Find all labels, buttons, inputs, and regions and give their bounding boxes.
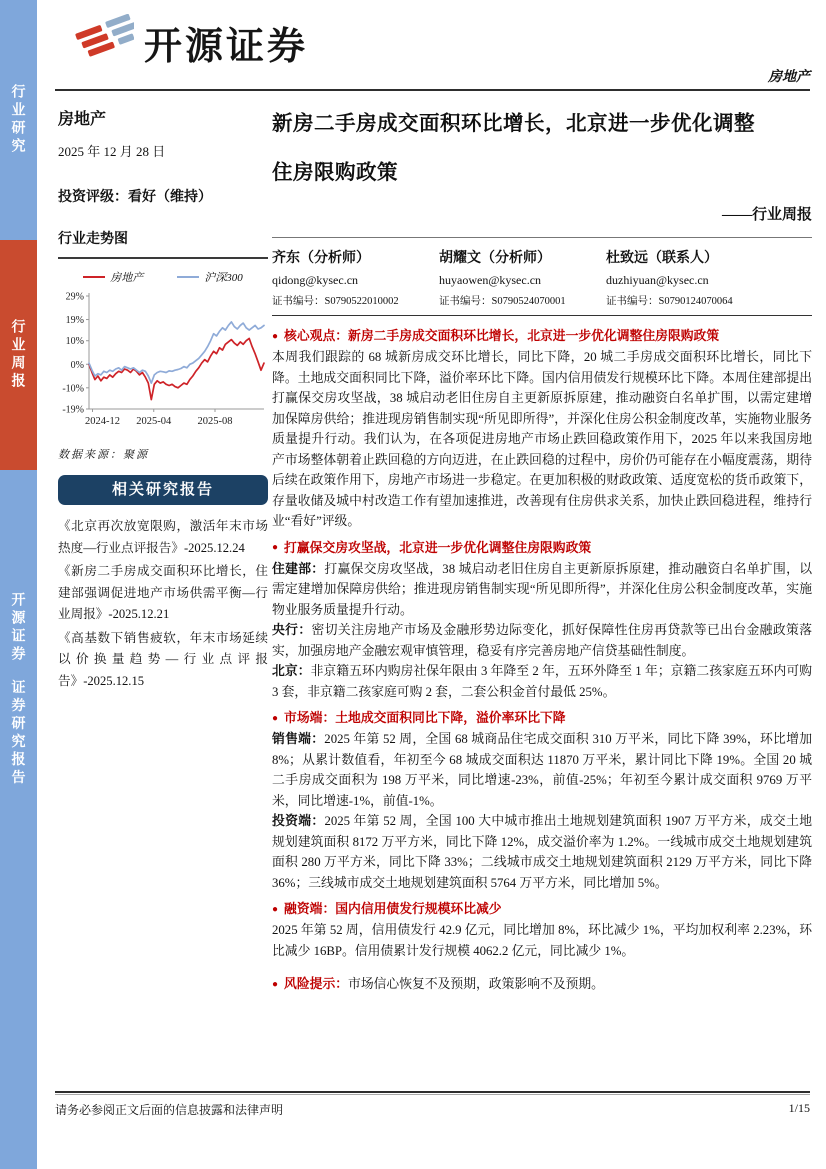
analyst-email: qidong@kysec.cn xyxy=(272,273,359,287)
sidebar-segment-middle xyxy=(0,240,37,470)
legend-swatch-csi300 xyxy=(177,276,199,279)
bullet-icon: ● xyxy=(272,712,279,724)
brand-logo-icon xyxy=(72,14,134,70)
legend-item-csi300 xyxy=(177,269,243,285)
paragraph-sales: 销售端：2025 年第 52 周，全国 68 城商品住宅成交面积 310 万平米，同比下降 39%，环比增加 8%；从累计数值看，年初至今 68 城成交面积达 11870 万平米，累计同比下降 19%。全国 20 城二手房成交面积为 198 万平米，同比增速-23%，前值-25%；年初至今累计成交面积 9769 万平米，同比增速-1%，前值-1%。 xyxy=(272,732,812,808)
svg-text:-19%: -19% xyxy=(62,404,84,416)
analyst-name: 胡耀文（分析师） xyxy=(439,251,551,266)
svg-text:19%: 19% xyxy=(65,315,84,327)
analyst-email: huyaowen@kysec.cn xyxy=(439,273,542,287)
paragraph-label: 北京： xyxy=(272,664,311,678)
analysts-row xyxy=(272,238,812,315)
report-type-subtitle: ——行业周报 xyxy=(721,207,812,223)
analyst-name: 杜致远（联系人） xyxy=(606,251,718,266)
related-reports-header: 相关研究报告 xyxy=(58,475,268,505)
analyst-card xyxy=(606,247,733,308)
svg-text:0%: 0% xyxy=(70,359,84,371)
risk-label: 风险提示： xyxy=(284,977,349,991)
report-date: 2025 年 12 月 28 日 xyxy=(58,144,166,159)
heading-market: ● 市场端：土地成交面积同比下降，溢价率环比下降 xyxy=(272,711,566,725)
paragraph-core-view: 本周我们跟踪的 68 城新房成交环比增长，同比下降，20 城二手房成交面积环比增长，同比下降。土地成交面积同比下降，溢价率环比下降。国内信用债发行规模环比下降。本周住建部提出打赢保交房攻坚战，38 城启动老旧住房自主更新原拆原建，推动融资白名单扩围，以需定建增加保障房供给；推进现房销售制实现“所见即所得”，并深化住房公积金制度改革，实施物业服务质量提升行动。我们认为，在各项促进房地产市场止跌回稳政策作用下，2025 年以来我国房地产市场整体朝着止跌回稳的方向迈进，在止跌回稳的过程中，房价仍可能存在小幅度震荡，期待后续在政策作用下，房地产市场进一步稳定。在更加积极的财政政策、适度宽松的货币政策下，存量收储及城中村改造工作有望加速推进，改善现有住房供求关系，加快止跌回稳进程，维持行业“看好”评级。 xyxy=(272,350,812,528)
paragraph-label: 投资端： xyxy=(272,814,325,828)
brand-name: 开源证券 xyxy=(144,25,309,68)
brand-logo xyxy=(72,14,308,70)
svg-text:2025-08: 2025-08 xyxy=(197,416,233,427)
analyst-cert: 证书编号：S0790124070064 xyxy=(606,296,733,307)
chart-legend xyxy=(58,269,268,285)
analyst-cert: 证书编号：S0790522010002 xyxy=(272,296,399,307)
svg-text:2025-04: 2025-04 xyxy=(136,416,172,427)
heading-core-view: ● 核心观点：新房二手房成交面积环比增长，北京进一步优化调整住房限购政策 xyxy=(272,329,720,343)
analyst-cert: 证书编号：S0790524070001 xyxy=(439,296,566,307)
footer-disclaimer: 请务必参阅正文后面的信息披露和法律声明 xyxy=(55,1103,284,1117)
page-title-line1: 新房二手房成交面积环比增长，北京进一步优化调整 xyxy=(272,113,755,135)
paragraph-investment: 投资端：2025 年第 52 周，全国 100 大中城市推出土地规划建筑面积 1907 万平方米，成交土地规划建筑面积 8172 万平方米，同比下降 12%，成交溢价率为 1.2%。一线城市成交土地规划建筑面积 280 万平方米，同比下降 33%；二线城市成交土地规划建筑面积 2129 万平方米，同比下降 36%；三线城市成交土地规划建筑面积 5764 万平方米，同比增加 5%。 xyxy=(272,814,813,890)
divider xyxy=(272,315,812,316)
paragraph-label: 央行： xyxy=(272,623,312,637)
bullet-icon: ● xyxy=(272,978,279,990)
legend-swatch-realestate xyxy=(83,276,105,279)
left-column xyxy=(58,106,268,694)
risk-text: 市场信心恢复不及预期，政策影响不及预期。 xyxy=(348,977,604,991)
paragraph-pboc: 央行：密切关注房地产市场及金融形势边际变化，抓好保障性住房再贷款等已出台金融政策落实，加强房地产金融宏观审慎管理，稳妥有序完善房地产信贷基础性制度。 xyxy=(272,623,813,658)
bullet-icon: ● xyxy=(272,903,279,915)
sidebar-label-brand-report: 开源证券 证券研究报告 xyxy=(10,592,27,788)
sidebar-segment-top xyxy=(0,0,37,240)
trend-chart xyxy=(58,289,268,436)
data-source-note: 数据来源：聚源 xyxy=(58,449,149,461)
heading-policy: ● 打赢保交房攻坚战，北京进一步优化调整住房限购政策 xyxy=(272,540,592,555)
paragraph-label: 销售端： xyxy=(272,732,325,746)
paragraph-beijing: 北京：非京籍五环内购房社保年限由 3 年降至 2 年，五环外降至 1 年；京籍二孩家庭五环内可购 3 套，非京籍二孩家庭可购 2 套，二套公积金首付最低 25%。 xyxy=(272,664,813,699)
sidebar-label-industry-research: 行业研究 xyxy=(10,84,27,156)
analyst-name: 齐东（分析师） xyxy=(272,251,370,266)
page-footer xyxy=(55,1091,810,1118)
svg-text:29%: 29% xyxy=(65,291,84,303)
analyst-email: duzhiyuan@kysec.cn xyxy=(606,273,709,287)
trend-chart-svg xyxy=(58,289,268,431)
legend-item-realestate xyxy=(83,269,143,285)
bullet-icon: ● xyxy=(272,330,279,342)
industry-name: 房地产 xyxy=(58,111,107,128)
page-number: 1/15 xyxy=(788,1101,810,1115)
legend-label-csi300: 沪深300 xyxy=(204,272,243,284)
paragraph-mohurd: 住建部：打赢保交房攻坚战，38 城启动老旧住房自主更新原拆原建，推动融资白名单扩围，以需定建增加保障房供给；推进现房销售制实现“所见即所得”，并深化住房公积金制度改革，实施物业服务质量提升行动。 xyxy=(272,561,813,617)
bullet-icon: ● xyxy=(272,542,279,553)
sidebar-label-weekly: 行业周报 xyxy=(10,319,27,391)
paragraph-label: 住建部： xyxy=(272,561,325,576)
report-item: 《高基数下销售疲软，年末市场延续以价换量趋势—行业点评报告》-2025.12.15 xyxy=(58,630,268,688)
svg-text:-10%: -10% xyxy=(62,383,84,395)
investment-rating: 投资评级：看好（维持） xyxy=(58,190,212,205)
paragraph-financing: 2025 年第 52 周，信用债发行 42.9 亿元，同比增加 8%，环比减少 1%，平均加权利率 2.23%，环比减少 16BP。信用债累计发行规模 4062.2 亿元，同比减少 1%。 xyxy=(272,923,812,958)
heading-risk xyxy=(272,974,812,995)
svg-text:10%: 10% xyxy=(65,336,84,348)
main-column xyxy=(272,100,812,995)
related-reports-list xyxy=(58,516,268,692)
analyst-card xyxy=(439,247,606,308)
header-category: 房地产 xyxy=(768,70,810,85)
report-item: 《新房二手房成交面积环比增长，住建部强调促进地产市场供需平衡—行业周报》-2025.12.21 xyxy=(58,564,268,621)
chart-title: 行业走势图 xyxy=(58,228,268,259)
heading-financing: ● 融资端：国内信用债发行规模环比减少 xyxy=(272,902,502,916)
page-title xyxy=(272,100,812,198)
report-item: 《北京再次放宽限购，激活年末市场热度—行业点评报告》-2025.12.24 xyxy=(58,519,268,555)
page-title-line2: 住房限购政策 xyxy=(272,162,398,184)
legend-label-realestate: 房地产 xyxy=(110,272,144,284)
analyst-card xyxy=(272,247,439,308)
svg-text:2024-12: 2024-12 xyxy=(85,416,120,427)
report-body xyxy=(272,326,812,995)
sidebar-segment-bottom xyxy=(0,470,37,1169)
header-divider xyxy=(55,89,810,91)
